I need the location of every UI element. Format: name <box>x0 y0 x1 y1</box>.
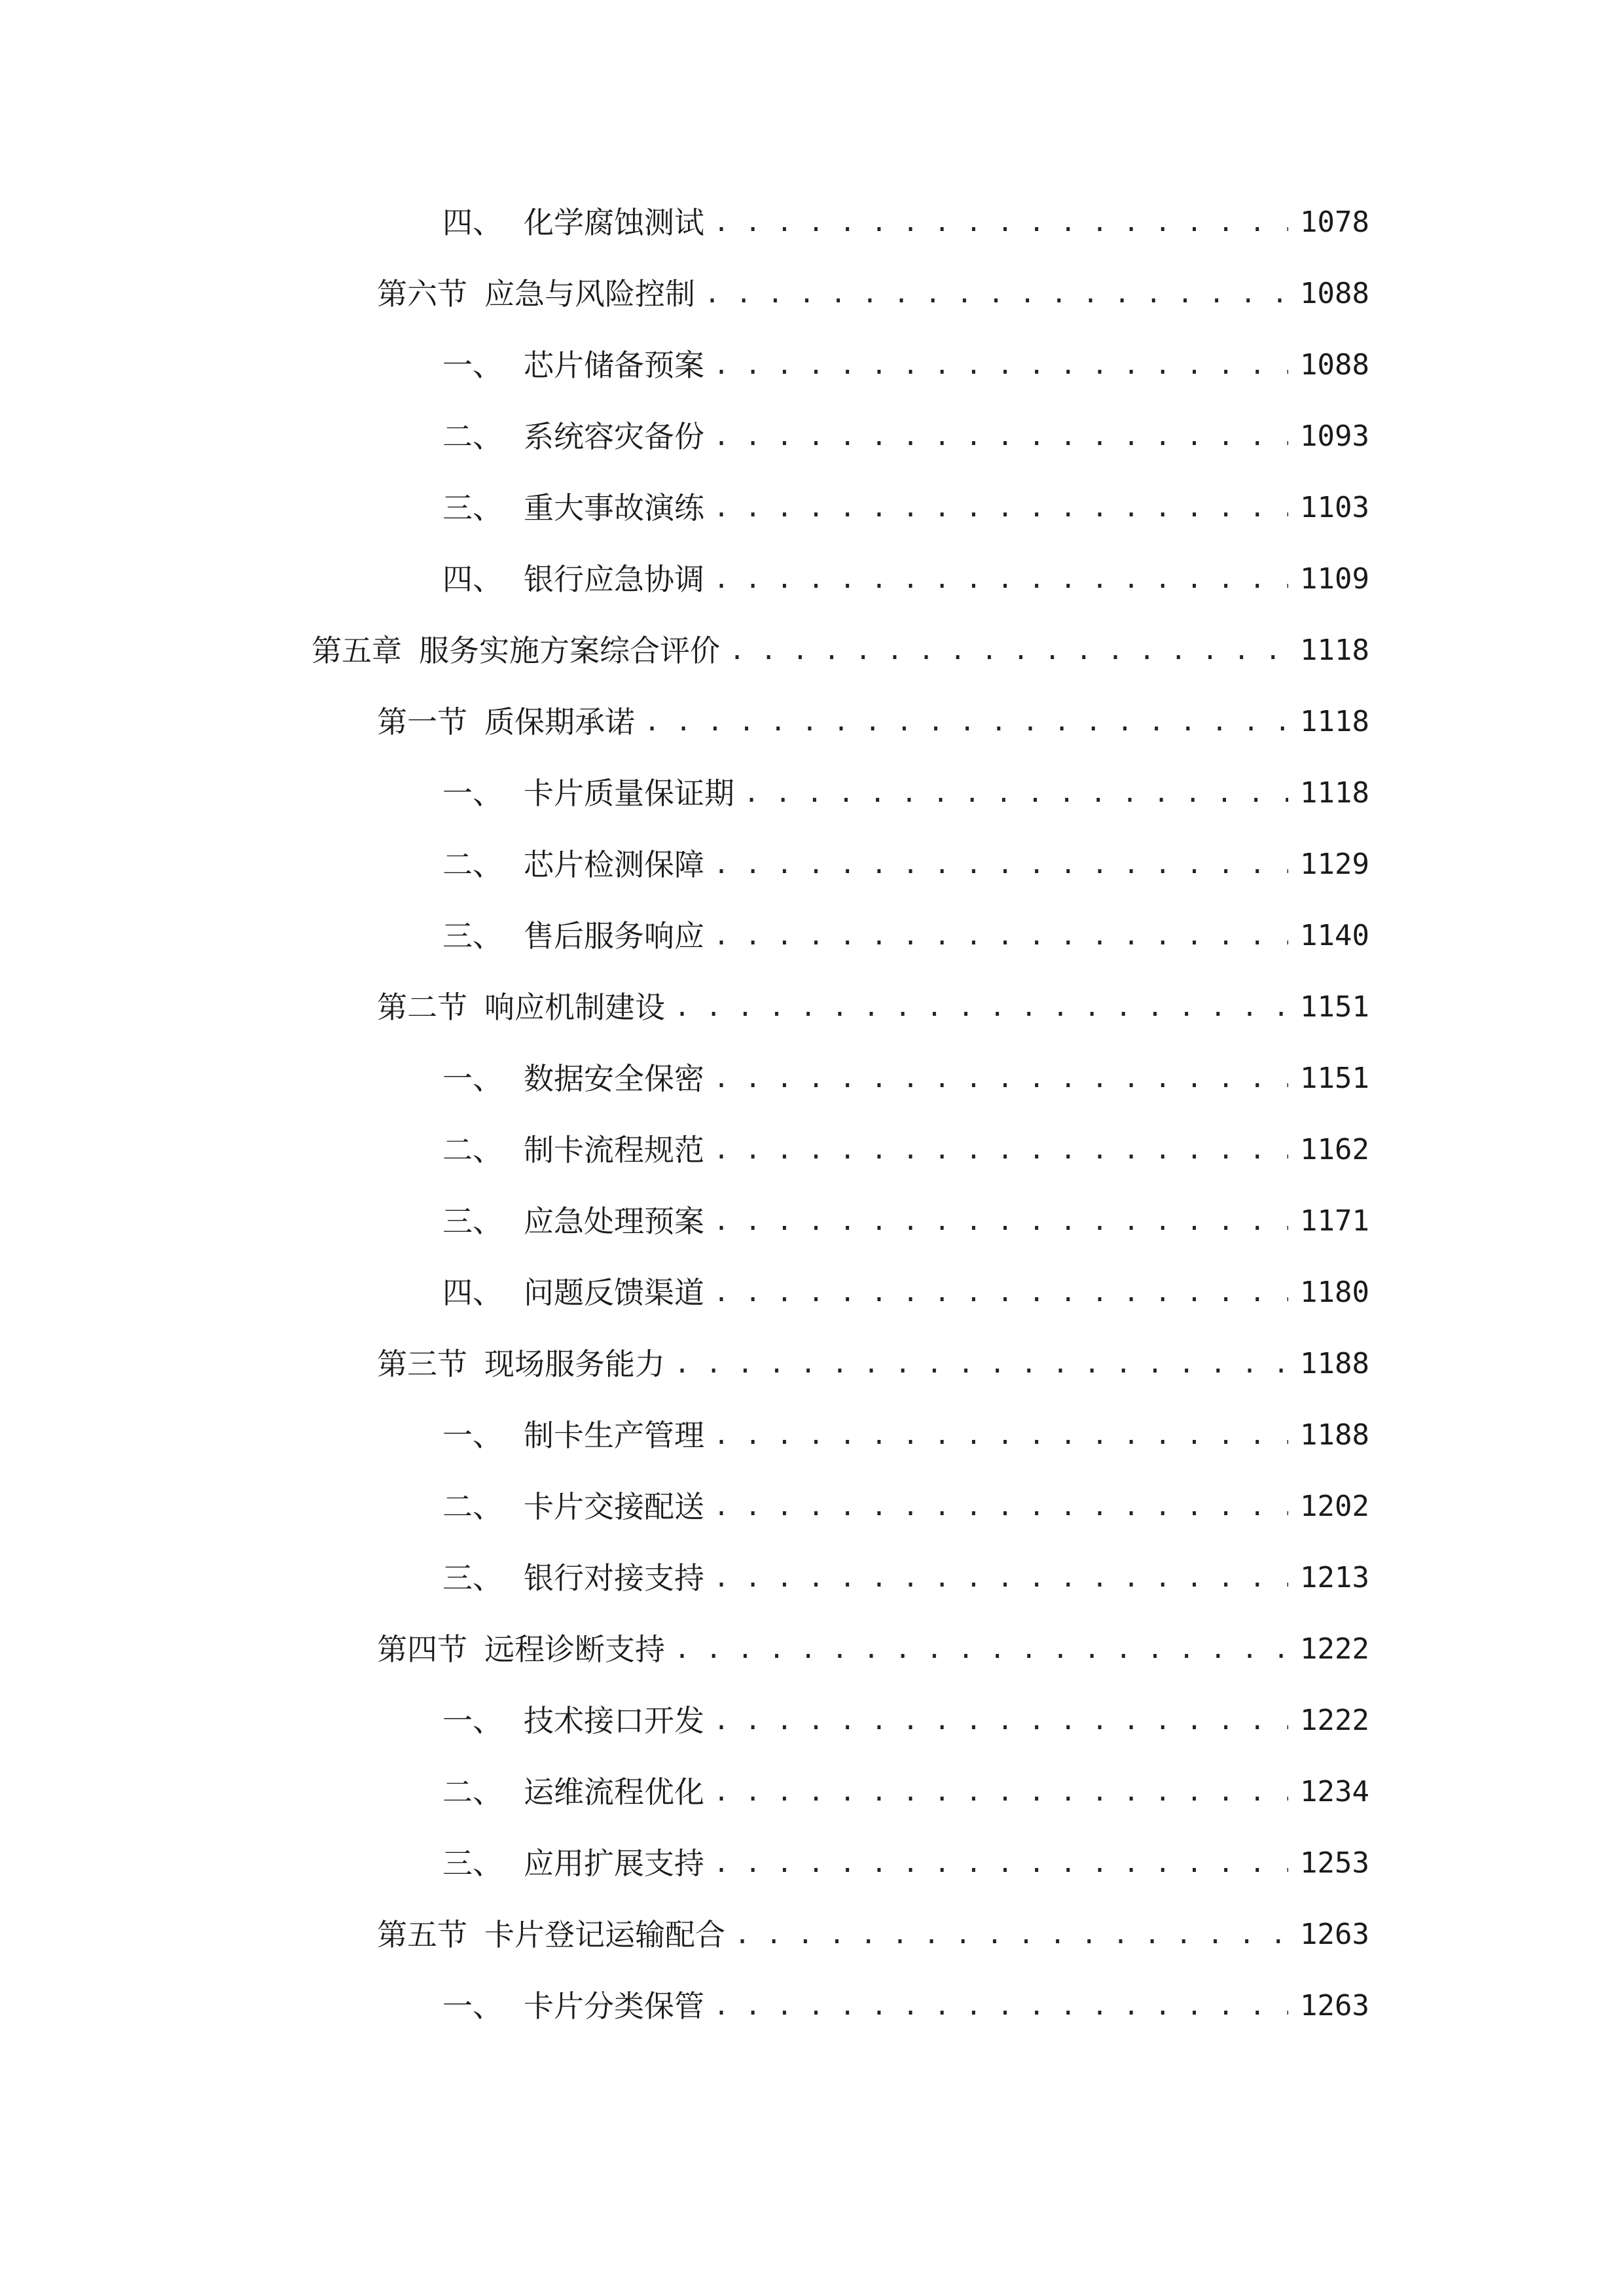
toc-entry-page: 1234 <box>1300 1775 1369 1808</box>
dot-leader <box>674 981 1288 1033</box>
toc-entry[interactable] <box>442 1480 1369 1533</box>
toc-entry-number: 第三节 <box>377 1346 467 1382</box>
toc-entry[interactable] <box>442 1980 1369 2032</box>
toc-entry-page: 1222 <box>1300 1704 1369 1737</box>
toc-entry-title: 卡片登记运输配合 <box>484 1917 725 1952</box>
toc-entry-number: 第五章 <box>312 633 402 668</box>
toc-entry-number: 三、 <box>442 1204 503 1239</box>
toc-entry-title: 远程诊断支持 <box>484 1632 665 1667</box>
dot-leader <box>713 1124 1288 1176</box>
toc-entry[interactable] <box>442 1266 1369 1319</box>
toc-entry-number: 第五节 <box>377 1917 467 1952</box>
dot-leader <box>713 1266 1288 1319</box>
dot-leader <box>713 339 1288 391</box>
toc-entry[interactable] <box>377 1909 1369 1961</box>
toc-entry-number: 第二节 <box>377 990 467 1025</box>
toc-entry-number: 四、 <box>442 1275 503 1310</box>
toc-entry-page: 1140 <box>1300 919 1369 952</box>
toc-entry-page: 1222 <box>1300 1632 1369 1666</box>
toc-entry-title: 芯片储备预案 <box>524 348 704 383</box>
toc-entry[interactable] <box>377 1338 1369 1390</box>
toc-entry-title: 卡片质量保证期 <box>524 776 734 811</box>
toc-entry-title: 银行应急协调 <box>524 562 704 597</box>
toc-entry-page: 1151 <box>1300 1062 1369 1095</box>
toc-entry-title: 系统容灾备份 <box>524 419 704 454</box>
toc-entry[interactable] <box>442 1552 1369 1604</box>
toc-entry-title: 应用扩展支持 <box>524 1846 704 1881</box>
dot-leader <box>713 482 1288 534</box>
toc-entry-page: 1188 <box>1300 1418 1369 1452</box>
toc-entry-number: 二、 <box>442 1132 503 1168</box>
toc-entry[interactable] <box>442 339 1369 391</box>
dot-leader <box>674 1338 1288 1390</box>
toc-entry[interactable] <box>442 1695 1369 1747</box>
toc-entry-title: 制卡流程规范 <box>524 1132 704 1168</box>
toc-entry[interactable] <box>442 196 1369 249</box>
toc-entry-page: 1088 <box>1300 277 1369 310</box>
toc-entry-number: 二、 <box>442 1489 503 1524</box>
dot-leader <box>713 1195 1288 1247</box>
toc-entry-page: 1118 <box>1300 705 1369 738</box>
toc-entry-number: 二、 <box>442 419 503 454</box>
toc-entry-number: 二、 <box>442 847 503 882</box>
toc-entry-title: 银行对接支持 <box>524 1560 704 1596</box>
dot-leader <box>704 268 1288 320</box>
toc-entry[interactable] <box>442 1195 1369 1247</box>
toc-entry[interactable] <box>377 1623 1369 1676</box>
toc-entry-page: 1129 <box>1300 848 1369 881</box>
toc-entry-title: 现场服务能力 <box>484 1346 665 1382</box>
dot-leader <box>713 1480 1288 1533</box>
toc-entry-title: 芯片检测保障 <box>524 847 704 882</box>
toc-entry-page: 1118 <box>1300 776 1369 810</box>
toc-entry[interactable] <box>377 268 1369 320</box>
toc-entry-page: 1253 <box>1300 1846 1369 1880</box>
toc-entry-number: 三、 <box>442 1846 503 1881</box>
toc-entry[interactable] <box>442 553 1369 605</box>
toc-entry-page: 1109 <box>1300 562 1369 596</box>
toc-entry-page: 1162 <box>1300 1133 1369 1166</box>
dot-leader <box>729 624 1288 677</box>
toc-entry-page: 1263 <box>1300 1989 1369 2022</box>
toc-entry-page: 1093 <box>1300 420 1369 453</box>
toc-entry-page: 1202 <box>1300 1490 1369 1523</box>
toc-entry[interactable] <box>442 767 1369 819</box>
toc-entry-number: 一、 <box>442 348 503 383</box>
toc-entry[interactable] <box>312 624 1369 677</box>
toc-entry-title: 数据安全保密 <box>524 1061 704 1096</box>
toc-entry-page: 1118 <box>1300 634 1369 667</box>
toc-entry-number: 三、 <box>442 918 503 954</box>
toc-entry[interactable] <box>442 1837 1369 1890</box>
toc-entry-title: 重大事故演练 <box>524 490 704 526</box>
dot-leader <box>713 410 1288 463</box>
dot-leader <box>713 196 1288 249</box>
toc-entry-page: 1103 <box>1300 491 1369 524</box>
toc-entry-number: 三、 <box>442 1560 503 1596</box>
toc-entry[interactable] <box>377 981 1369 1033</box>
toc-entry-title: 卡片交接配送 <box>524 1489 704 1524</box>
toc-entry-number: 一、 <box>442 1988 503 2024</box>
toc-entry-title: 质保期承诺 <box>484 704 635 740</box>
toc-entry-number: 第一节 <box>377 704 467 740</box>
toc-entry-number: 一、 <box>442 1061 503 1096</box>
toc-entry-title: 问题反馈渠道 <box>524 1275 704 1310</box>
dot-leader <box>734 1909 1288 1961</box>
toc-entry-title: 化学腐蚀测试 <box>524 205 704 240</box>
toc-entry-number: 四、 <box>442 205 503 240</box>
toc-entry-number: 二、 <box>442 1774 503 1810</box>
toc-entry[interactable] <box>442 1409 1369 1462</box>
toc-entry-page: 1188 <box>1300 1347 1369 1380</box>
toc-entry[interactable] <box>442 1124 1369 1176</box>
toc-entry-number: 四、 <box>442 562 503 597</box>
toc-entry-page: 1088 <box>1300 348 1369 382</box>
dot-leader <box>713 1409 1288 1462</box>
dot-leader <box>674 1623 1288 1676</box>
toc-entry-title: 制卡生产管理 <box>524 1418 704 1453</box>
toc-entry-title: 应急与风险控制 <box>484 276 695 312</box>
toc-entry-title: 运维流程优化 <box>524 1774 704 1810</box>
toc-entry-page: 1171 <box>1300 1204 1369 1238</box>
toc-entry-number: 一、 <box>442 1418 503 1453</box>
toc-entry-page: 1213 <box>1300 1561 1369 1594</box>
dot-leader <box>713 1837 1288 1890</box>
toc-entry-number: 第四节 <box>377 1632 467 1667</box>
toc-entry-page: 1180 <box>1300 1276 1369 1309</box>
dot-leader <box>713 838 1288 891</box>
toc-entry-title: 响应机制建设 <box>484 990 665 1025</box>
dot-leader <box>713 553 1288 605</box>
toc-entry[interactable] <box>442 910 1369 962</box>
dot-leader <box>644 696 1288 748</box>
dot-leader <box>713 1552 1288 1604</box>
toc-entry-number: 第六节 <box>377 276 467 312</box>
toc-entry[interactable] <box>442 1766 1369 1818</box>
toc-entry-number: 一、 <box>442 776 503 811</box>
toc-entry-number: 一、 <box>442 1703 503 1738</box>
dot-leader <box>713 1695 1288 1747</box>
dot-leader <box>713 1766 1288 1818</box>
toc-entry-title: 售后服务响应 <box>524 918 704 954</box>
dot-leader <box>744 767 1288 819</box>
dot-leader <box>713 1052 1288 1105</box>
toc-entry[interactable] <box>442 410 1369 463</box>
toc-entry[interactable] <box>442 1052 1369 1105</box>
toc-entry-number: 三、 <box>442 490 503 526</box>
toc-entry[interactable] <box>442 838 1369 891</box>
toc-entry-title: 服务实施方案综合评价 <box>419 633 720 668</box>
toc-entry[interactable] <box>442 482 1369 534</box>
toc-entry[interactable] <box>377 696 1369 748</box>
toc-entry-title: 应急处理预案 <box>524 1204 704 1239</box>
dot-leader <box>713 1980 1288 2032</box>
toc-entry-title: 卡片分类保管 <box>524 1988 704 2024</box>
toc-entry-page: 1078 <box>1300 206 1369 239</box>
toc-entry-title: 技术接口开发 <box>524 1703 704 1738</box>
toc-entry-page: 1151 <box>1300 990 1369 1024</box>
toc-entry-page: 1263 <box>1300 1918 1369 1951</box>
dot-leader <box>713 910 1288 962</box>
